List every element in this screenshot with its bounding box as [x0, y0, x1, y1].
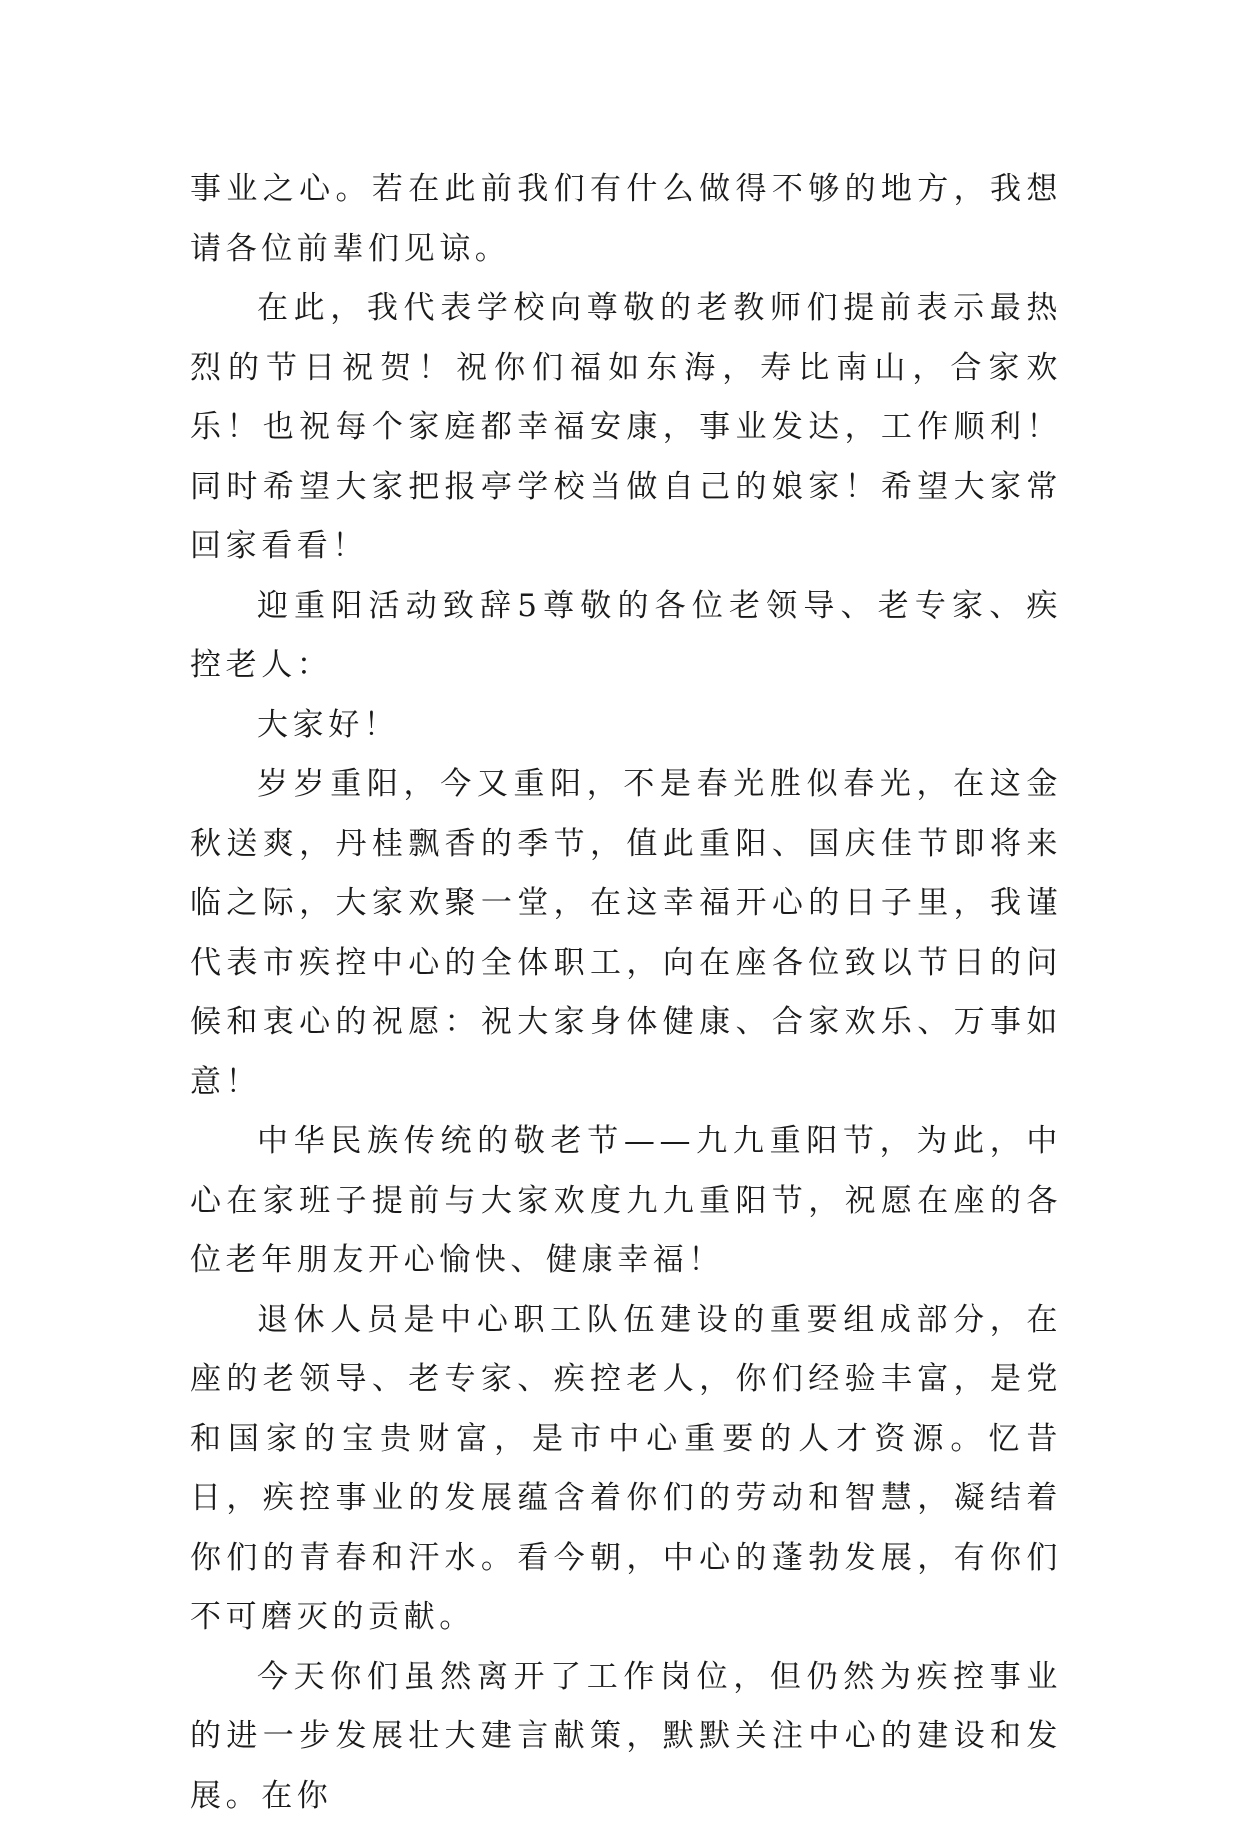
paragraph-3: 迎重阳活动致辞5尊敬的各位老领导、老专家、疾控老人：: [190, 577, 1062, 696]
paragraph-2: 在此，我代表学校向尊敬的老教师们提前表示最热烈的节日祝贺！祝你们福如东海，寿比南山，合家欢乐！也祝每个家庭都幸福安康，事业发达，工作顺利！同时希望大家把报亭学校当做自己的娘家！希望大家常回家看看！: [190, 279, 1062, 577]
paragraph-6: 中华民族传统的敬老节——九九重阳节，为此，中心在家班子提前与大家欢度九九重阳节，祝愿在座的各位老年朋友开心愉快、健康幸福！: [190, 1112, 1062, 1291]
paragraph-4: 大家好！: [190, 696, 1062, 756]
paragraph-7: 退休人员是中心职工队伍建设的重要组成部分，在座的老领导、老专家、疾控老人，你们经验丰富，是党和国家的宝贵财富，是市中心重要的人才资源。忆昔日，疾控事业的发展蕴含着你们的劳动和智慧，凝结着你们的青春和汗水。看今朝，中心的蓬勃发展，有你们不可磨灭的贡献。: [190, 1291, 1062, 1648]
paragraph-5: 岁岁重阳，今又重阳，不是春光胜似春光，在这金秋送爽，丹桂飘香的季节，值此重阳、国庆佳节即将来临之际，大家欢聚一堂，在这幸福开心的日子里，我谨代表市疾控中心的全体职工，向在座各位致以节日的问候和衷心的祝愿：祝大家身体健康、合家欢乐、万事如意！: [190, 755, 1062, 1112]
paragraph-8: 今天你们虽然离开了工作岗位，但仍然为疾控事业的进一步发展壮大建言献策，默默关注中心的建设和发展。在你: [190, 1648, 1062, 1826]
document-body: [190, 160, 1062, 1826]
paragraph-1: 事业之心。若在此前我们有什么做得不够的地方，我想请各位前辈们见谅。: [190, 160, 1062, 279]
